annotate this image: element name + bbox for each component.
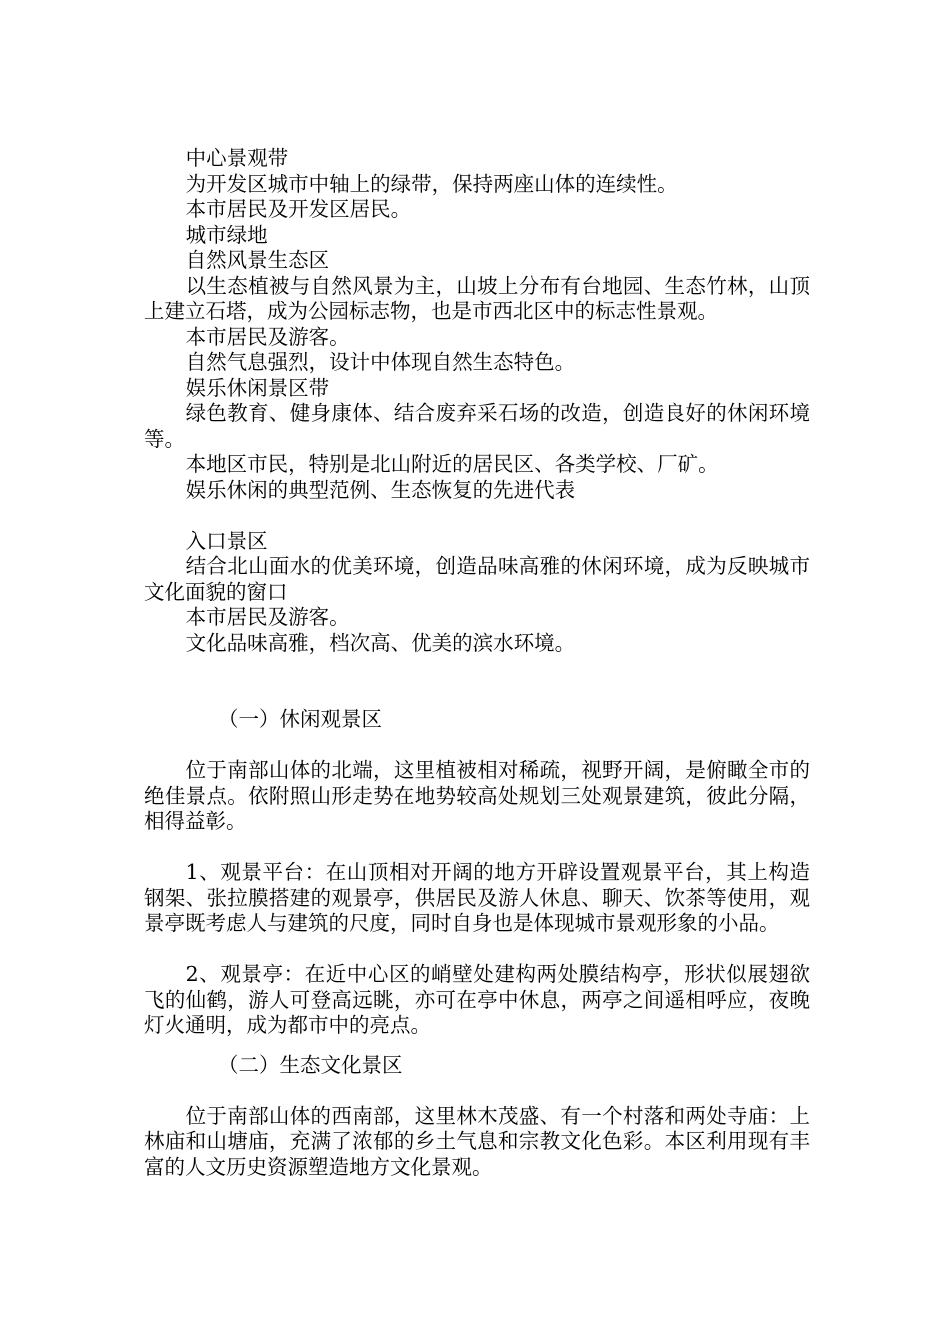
spacer xyxy=(144,835,810,861)
block-b-title: 自然风景生态区 xyxy=(185,248,330,272)
block-a-type: 城市绿地 xyxy=(185,222,268,247)
section1-item-2: 2、观景亭：在近中心区的峭壁处建构两处膜结构亭，形状似展翅欲飞的仙鹤，游人可登高远眺，亦可在亭中休息，两亭之间遥相呼应，夜晚灯火通明，成为都市中的亮点。 xyxy=(144,962,810,1037)
spacer xyxy=(144,503,810,529)
block-d-desc: 结合北山面水的优美环境，创造品味高雅的休闲环境，成为反映城市文化面貌的窗口 xyxy=(144,554,810,604)
section1-heading: （一）休闲观景区 xyxy=(218,707,382,731)
block-c-desc: 绿色教育、健身康体、结合废弃采石场的改造，创造良好的休闲环境等。 xyxy=(144,401,810,451)
block-d-title: 入口景区 xyxy=(185,528,268,553)
block-b-feature: 自然气息强烈，设计中体现自然生态特色。 xyxy=(185,350,576,374)
document-page xyxy=(144,146,810,1180)
spacer xyxy=(144,1039,810,1053)
block-a-desc: 为开发区城市中轴上的绿带，保持两座山体的连续性。 xyxy=(185,171,678,196)
block-c-title: 娱乐休闲景区带 xyxy=(185,375,330,400)
block-c-users: 本地区市民，特别是北山附近的居民区、各类学校、厂矿。 xyxy=(185,452,719,476)
section1-intro: 位于南部山体的北端，这里植被相对稀疏，视野开阔，是俯瞰全市的绝佳景点。依附照山形走势在地势较高处规划三处观景建筑，彼此分隔，相得益彰。 xyxy=(144,758,810,833)
spacer xyxy=(144,937,810,963)
block-d-users: 本市居民及游客。 xyxy=(185,605,350,629)
block-d-feature: 文化品味高雅，档次高、优美的滨水环境。 xyxy=(185,630,576,655)
spacer xyxy=(144,1078,810,1104)
spacer xyxy=(144,733,810,759)
block-a-title: 中心景观带 xyxy=(185,146,289,170)
section2-intro: 位于南部山体的西南部，这里林木茂盛、有一个村落和两处寺庙：上林庙和山塘庙，充满了浓郁的乡土气息和宗教文化色彩。本区利用现有丰富的人文历史资源塑造地方文化景观。 xyxy=(144,1103,810,1179)
section1-item-1: 1、观景平台：在山顶相对开阔的地方开辟设置观景平台，其上构造钢架、张拉膜搭建的观景亭，供居民及游人休息、聊天、饮茶等使用，观景亭既考虑人与建筑的尺度，同时自身也是体现城市景观形象的小品。 xyxy=(144,860,810,935)
block-b-desc: 以生态植被与自然风景为主，山坡上分布有台地园、生态竹林，山顶上建立石塔，成为公园标志物，也是市西北区中的标志性景观。 xyxy=(144,273,810,323)
spacer xyxy=(144,656,810,707)
block-a-users: 本市居民及开发区居民。 xyxy=(185,197,412,221)
block-b-users: 本市居民及游客。 xyxy=(185,324,350,349)
block-c-feature: 娱乐休闲的典型范例、生态恢复的先进代表 xyxy=(185,477,576,502)
section2-heading: （二）生态文化景区 xyxy=(218,1052,403,1077)
